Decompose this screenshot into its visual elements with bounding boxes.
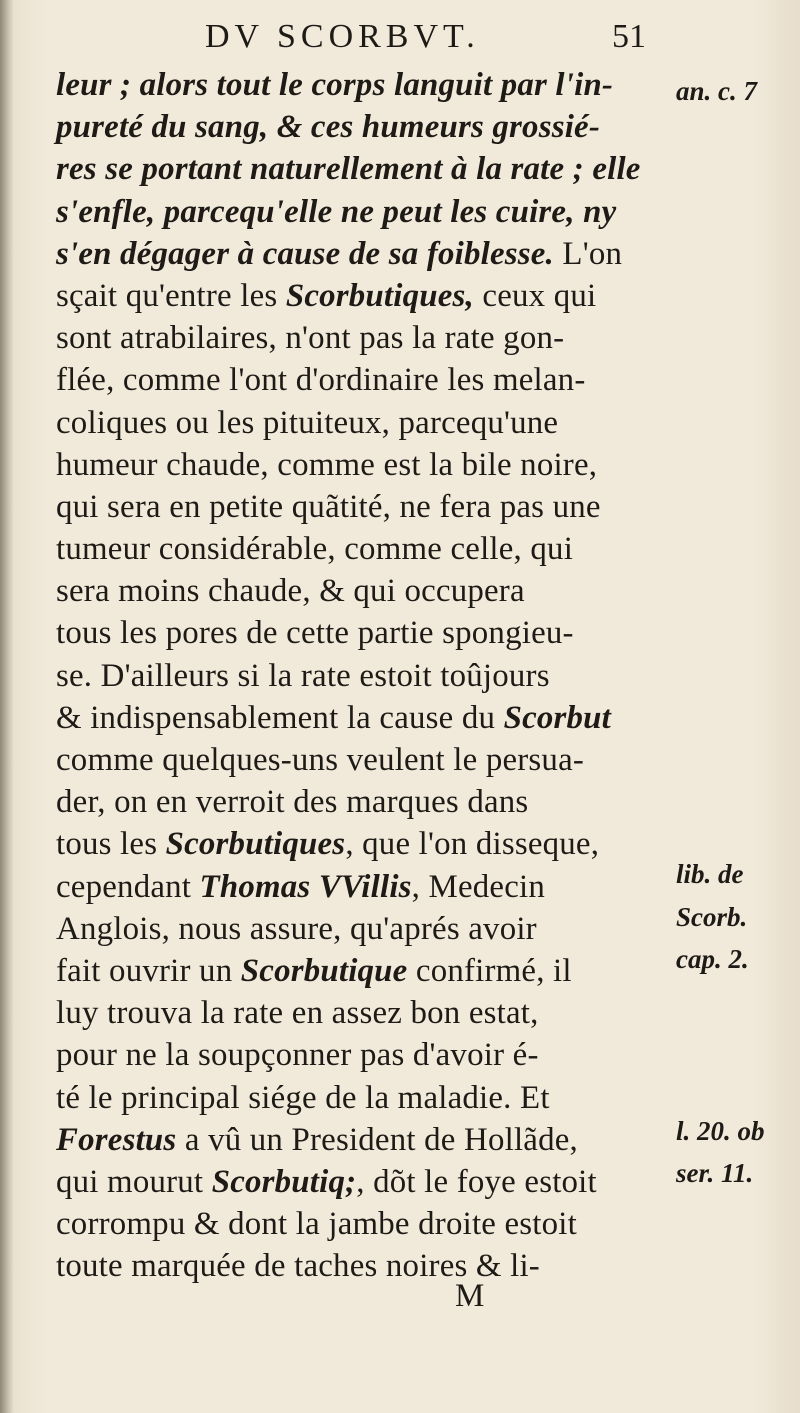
text-line bbox=[56, 233, 674, 275]
text-line bbox=[56, 1161, 674, 1203]
text-segment: comme quelques-uns veulent le persua- bbox=[56, 742, 585, 778]
italic-text: Scorbutique bbox=[240, 952, 408, 989]
text-segment: confirmé, il bbox=[407, 952, 572, 989]
italic-text: Scorbut bbox=[503, 699, 612, 736]
text-segment: fait ouvrir un bbox=[56, 952, 241, 989]
text-segment: toute marquée de taches noires & li- bbox=[56, 1248, 540, 1285]
italic-text: res se portant naturellement à la rate ; elle bbox=[56, 151, 641, 188]
text-line bbox=[56, 570, 674, 612]
text-segment: flée, comme l'ont d'ordinaire les melan- bbox=[56, 362, 586, 399]
text-segment: pour ne la soupçonner pas d'avoir é- bbox=[56, 1037, 539, 1074]
running-title: DV SCORBVT. bbox=[205, 18, 480, 55]
italic-text: Thomas VVillis bbox=[199, 868, 412, 905]
text-segment: Anglois, nous assure, qu'aprés avoir bbox=[56, 910, 537, 947]
text-segment: & indispensablement la cause du bbox=[56, 699, 504, 736]
text-segment: coliques ou les pituiteux, parcequ'une bbox=[56, 404, 559, 441]
page-header bbox=[0, 14, 800, 64]
text-line bbox=[56, 317, 674, 359]
text-segment: , que l'on disseque, bbox=[345, 826, 600, 863]
text-segment: sera moins chaude, & qui occupera bbox=[56, 573, 525, 610]
text-segment: a vû un President de Hollãde, bbox=[176, 1121, 578, 1158]
text-segment: , dõt le foye estoit bbox=[356, 1163, 597, 1200]
italic-text: Forestus bbox=[56, 1121, 177, 1158]
text-line bbox=[56, 106, 674, 148]
text-segment: cependant bbox=[56, 868, 200, 905]
italic-text: leur ; alors tout le corps languit par l'in- bbox=[56, 67, 614, 103]
text-line bbox=[56, 275, 674, 317]
text-line bbox=[56, 697, 674, 739]
text-segment: humeur chaude, comme est la bile noire, bbox=[56, 446, 598, 483]
italic-text: pureté du sang, & ces humeurs grossié- bbox=[56, 109, 601, 146]
italic-text: s'enfle, parcequ'elle ne peut les cuire, ny bbox=[56, 193, 617, 230]
text-segment: té le principal siége de la maladie. Et bbox=[56, 1079, 550, 1116]
italic-text: s'en dégager à cause de sa foiblesse. bbox=[56, 235, 554, 272]
text-segment: tous les bbox=[56, 826, 166, 863]
text-segment: L'on bbox=[553, 235, 623, 272]
text-line bbox=[56, 739, 674, 781]
text-segment: tumeur considérable, comme celle, qui bbox=[56, 531, 574, 568]
text-segment: der, on en verroit des marques dans bbox=[56, 784, 529, 821]
margin-note: lib. de bbox=[676, 859, 744, 889]
text-line bbox=[56, 992, 674, 1034]
main-text-block bbox=[56, 64, 676, 1287]
margin-note: Scorb. bbox=[676, 902, 748, 932]
text-line bbox=[56, 1077, 674, 1119]
italic-text: Scorbutiques, bbox=[285, 277, 474, 314]
text-line bbox=[56, 1203, 674, 1245]
text-segment: qui mourut bbox=[56, 1163, 212, 1200]
page-number: 51 bbox=[612, 18, 646, 55]
text-segment: luy trouva la rate en assez bon estat, bbox=[56, 995, 539, 1032]
margin-note: l. 20. ob bbox=[676, 1116, 765, 1146]
signature-mark: M bbox=[455, 1278, 485, 1314]
text-segment: ceux qui bbox=[473, 277, 597, 314]
text-line bbox=[56, 781, 674, 823]
text-line bbox=[56, 528, 674, 570]
text-line bbox=[56, 444, 674, 486]
text-line bbox=[56, 191, 674, 233]
text-line bbox=[56, 402, 674, 444]
italic-text: Scorbutiques bbox=[165, 826, 346, 863]
text-line bbox=[56, 655, 674, 697]
text-segment: tous les pores de cette partie spongieu- bbox=[56, 615, 574, 652]
page-gutter-shadow bbox=[0, 0, 14, 1413]
text-line bbox=[56, 612, 674, 654]
text-segment: sont atrabilaires, n'ont pas la rate gon- bbox=[56, 320, 565, 357]
text-line bbox=[56, 148, 674, 190]
text-segment: sçait qu'entre les bbox=[56, 277, 286, 314]
text-line bbox=[56, 1034, 674, 1076]
italic-text: Scorbutiq; bbox=[211, 1163, 357, 1200]
text-line bbox=[56, 866, 674, 908]
margin-note: an. c. 7 bbox=[676, 76, 757, 106]
text-segment: , Medecin bbox=[411, 868, 545, 905]
text-line bbox=[56, 1119, 674, 1161]
text-line bbox=[56, 486, 674, 528]
text-segment: corrompu & dont la jambe droite estoit bbox=[56, 1206, 577, 1243]
text-line bbox=[56, 908, 674, 950]
text-segment: se. D'ailleurs si la rate estoit toûjours bbox=[56, 657, 550, 694]
text-segment: qui sera en petite quãtité, ne fera pas une bbox=[56, 488, 601, 525]
text-line bbox=[56, 950, 674, 992]
text-line bbox=[56, 1245, 674, 1287]
text-line bbox=[56, 823, 674, 865]
margin-note: cap. 2. bbox=[676, 944, 749, 974]
text-line bbox=[56, 359, 674, 401]
margin-note: ser. 11. bbox=[676, 1158, 754, 1188]
text-line bbox=[56, 64, 674, 106]
